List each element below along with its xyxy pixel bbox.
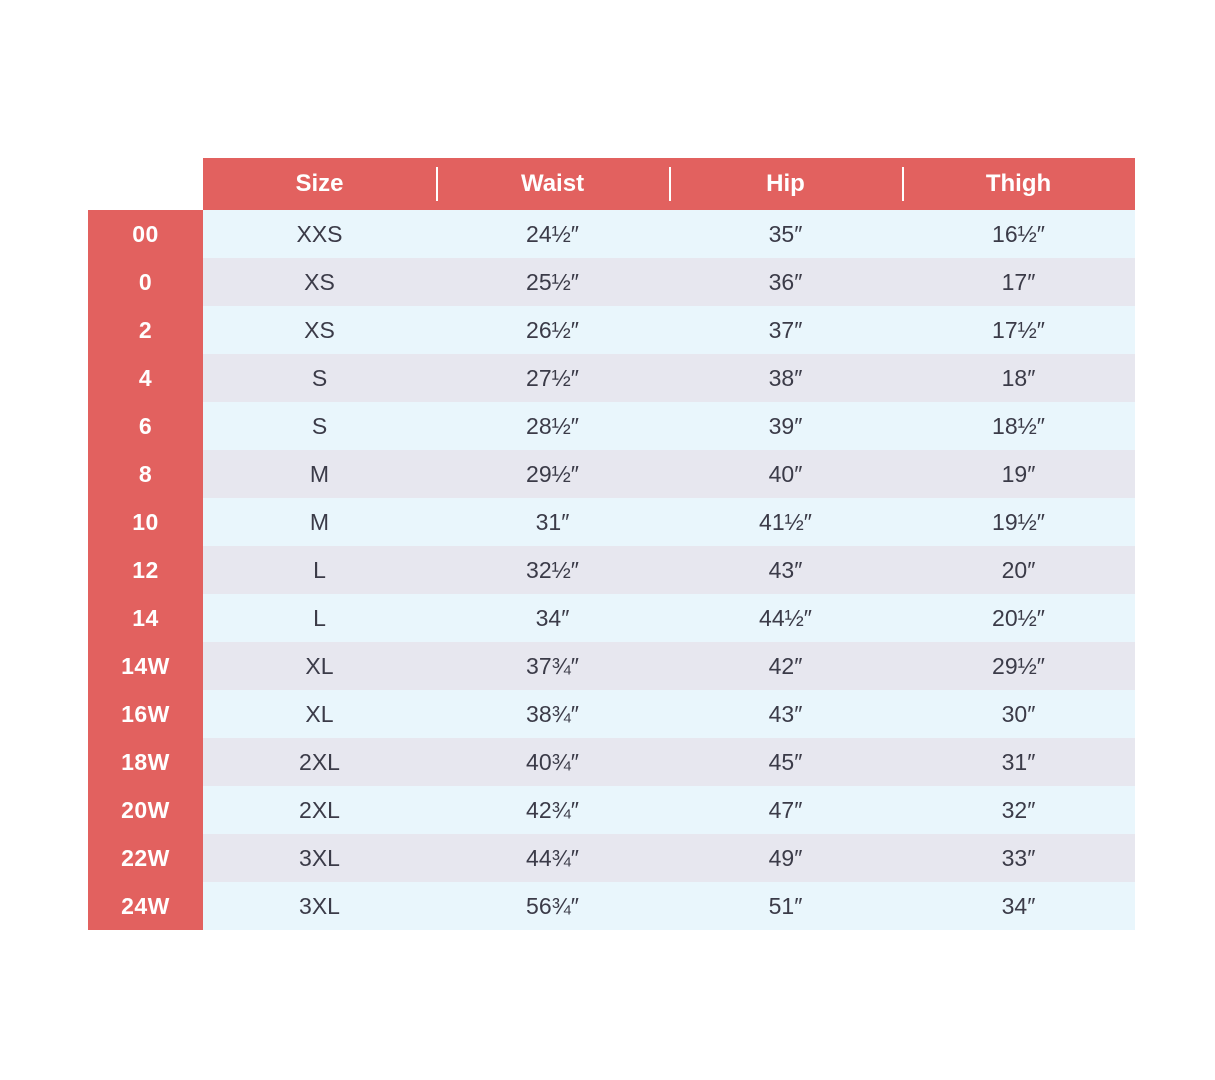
table-cell-size: XXS [296, 220, 343, 247]
table-cell-hip: 42″ [768, 652, 803, 679]
table-cell-thigh: 20½″ [992, 604, 1045, 631]
row-size-label: 00 [132, 220, 159, 247]
table-cell-thigh: 18½″ [992, 412, 1045, 439]
table-cell-waist: 40¾″ [526, 748, 579, 775]
table-cell-size: XL [305, 700, 334, 727]
table-cell-waist: 31″ [535, 508, 570, 535]
table-cell-thigh: 16½″ [992, 220, 1045, 247]
table-cell-size: M [309, 508, 330, 535]
table-cell-waist: 37¾″ [526, 652, 579, 679]
table-cell-size: XL [305, 652, 334, 679]
table-row [203, 738, 1135, 786]
table-cell-hip: 41½″ [759, 508, 812, 535]
table-cell-hip: 47″ [768, 796, 803, 823]
size-label-rail [88, 210, 203, 930]
table-cell-waist: 25½″ [526, 268, 579, 295]
table-cell-thigh: 29½″ [992, 652, 1045, 679]
table-cell-waist: 24½″ [526, 220, 579, 247]
table-cell-waist: 29½″ [526, 460, 579, 487]
table-cell-size: 2XL [299, 796, 340, 823]
table-cell-thigh: 20″ [1001, 556, 1036, 583]
row-size-label: 0 [138, 268, 153, 295]
table-cell-size: L [313, 556, 326, 583]
row-size-label: 14 [132, 604, 159, 631]
row-size-label: 2 [138, 316, 153, 343]
table-cell-size: XS [304, 316, 335, 343]
table-cell-hip: 44½″ [759, 604, 812, 631]
table-cell-thigh: 17½″ [992, 316, 1045, 343]
table-cell-size: S [311, 364, 328, 391]
table-cell-size: 3XL [299, 844, 340, 871]
table-row [203, 786, 1135, 834]
table-row [203, 834, 1135, 882]
table-row [203, 402, 1135, 450]
table-cell-hip: 43″ [768, 700, 803, 727]
column-header-hip: Hip [669, 158, 902, 210]
table-cell-waist: 34″ [535, 604, 570, 631]
table-cell-thigh: 19½″ [992, 508, 1045, 535]
table-row [203, 354, 1135, 402]
table-cell-thigh: 19″ [1001, 460, 1036, 487]
row-size-label: 10 [132, 508, 159, 535]
table-cell-size: L [313, 604, 326, 631]
table-row [203, 498, 1135, 546]
table-cell-hip: 36″ [768, 268, 803, 295]
table-cell-hip: 40″ [768, 460, 803, 487]
row-size-label: 14W [121, 652, 170, 679]
column-header-size: Size [295, 170, 344, 197]
column-header-thigh: Thigh [902, 158, 1135, 210]
table-header-row [203, 158, 1135, 210]
table-cell-hip: 38″ [768, 364, 803, 391]
table-cell-hip: 45″ [768, 748, 803, 775]
row-size-label: 12 [132, 556, 159, 583]
table-cell-thigh: 30″ [1001, 700, 1036, 727]
table-cell-hip: 35″ [768, 220, 803, 247]
table-cell-thigh: 32″ [1001, 796, 1036, 823]
table-cell-waist: 44¾″ [526, 844, 579, 871]
table-cell-hip: 51″ [768, 892, 803, 919]
row-size-label: 4 [138, 364, 153, 391]
table-cell-size: 3XL [299, 892, 340, 919]
table-cell-size: XS [304, 268, 335, 295]
table-cell-thigh: 17″ [1001, 268, 1036, 295]
row-size-label: 8 [138, 460, 153, 487]
table-cell-waist: 27½″ [526, 364, 579, 391]
table-cell-waist: 28½″ [526, 412, 579, 439]
row-size-label: 20W [121, 796, 170, 823]
table-row [203, 690, 1135, 738]
table-row [203, 450, 1135, 498]
table-row [203, 546, 1135, 594]
table-row [203, 642, 1135, 690]
table-cell-thigh: 18″ [1001, 364, 1036, 391]
row-size-label: 22W [121, 844, 170, 871]
row-size-label: 18W [121, 748, 170, 775]
table-cell-size: S [311, 412, 328, 439]
row-size-label: 16W [121, 700, 170, 727]
row-size-label: 24W [121, 892, 170, 919]
table-cell-hip: 43″ [768, 556, 803, 583]
table-cell-size: 2XL [299, 748, 340, 775]
table-row [203, 306, 1135, 354]
size-chart [88, 158, 1135, 930]
table-cell-waist: 32½″ [526, 556, 579, 583]
measurement-table [203, 158, 1135, 930]
table-cell-size: M [309, 460, 330, 487]
column-header-waist: Waist [436, 158, 669, 210]
table-cell-hip: 39″ [768, 412, 803, 439]
table-cell-thigh: 33″ [1001, 844, 1036, 871]
table-cell-thigh: 31″ [1001, 748, 1036, 775]
table-row [203, 210, 1135, 258]
table-cell-hip: 37″ [768, 316, 803, 343]
table-cell-waist: 38¾″ [526, 700, 579, 727]
table-row [203, 258, 1135, 306]
table-cell-waist: 42¾″ [526, 796, 579, 823]
row-size-label: 6 [138, 412, 153, 439]
table-cell-waist: 56¾″ [526, 892, 579, 919]
table-cell-hip: 49″ [768, 844, 803, 871]
table-row [203, 882, 1135, 930]
table-cell-thigh: 34″ [1001, 892, 1036, 919]
table-cell-waist: 26½″ [526, 316, 579, 343]
table-row [203, 594, 1135, 642]
table-body [203, 210, 1135, 930]
